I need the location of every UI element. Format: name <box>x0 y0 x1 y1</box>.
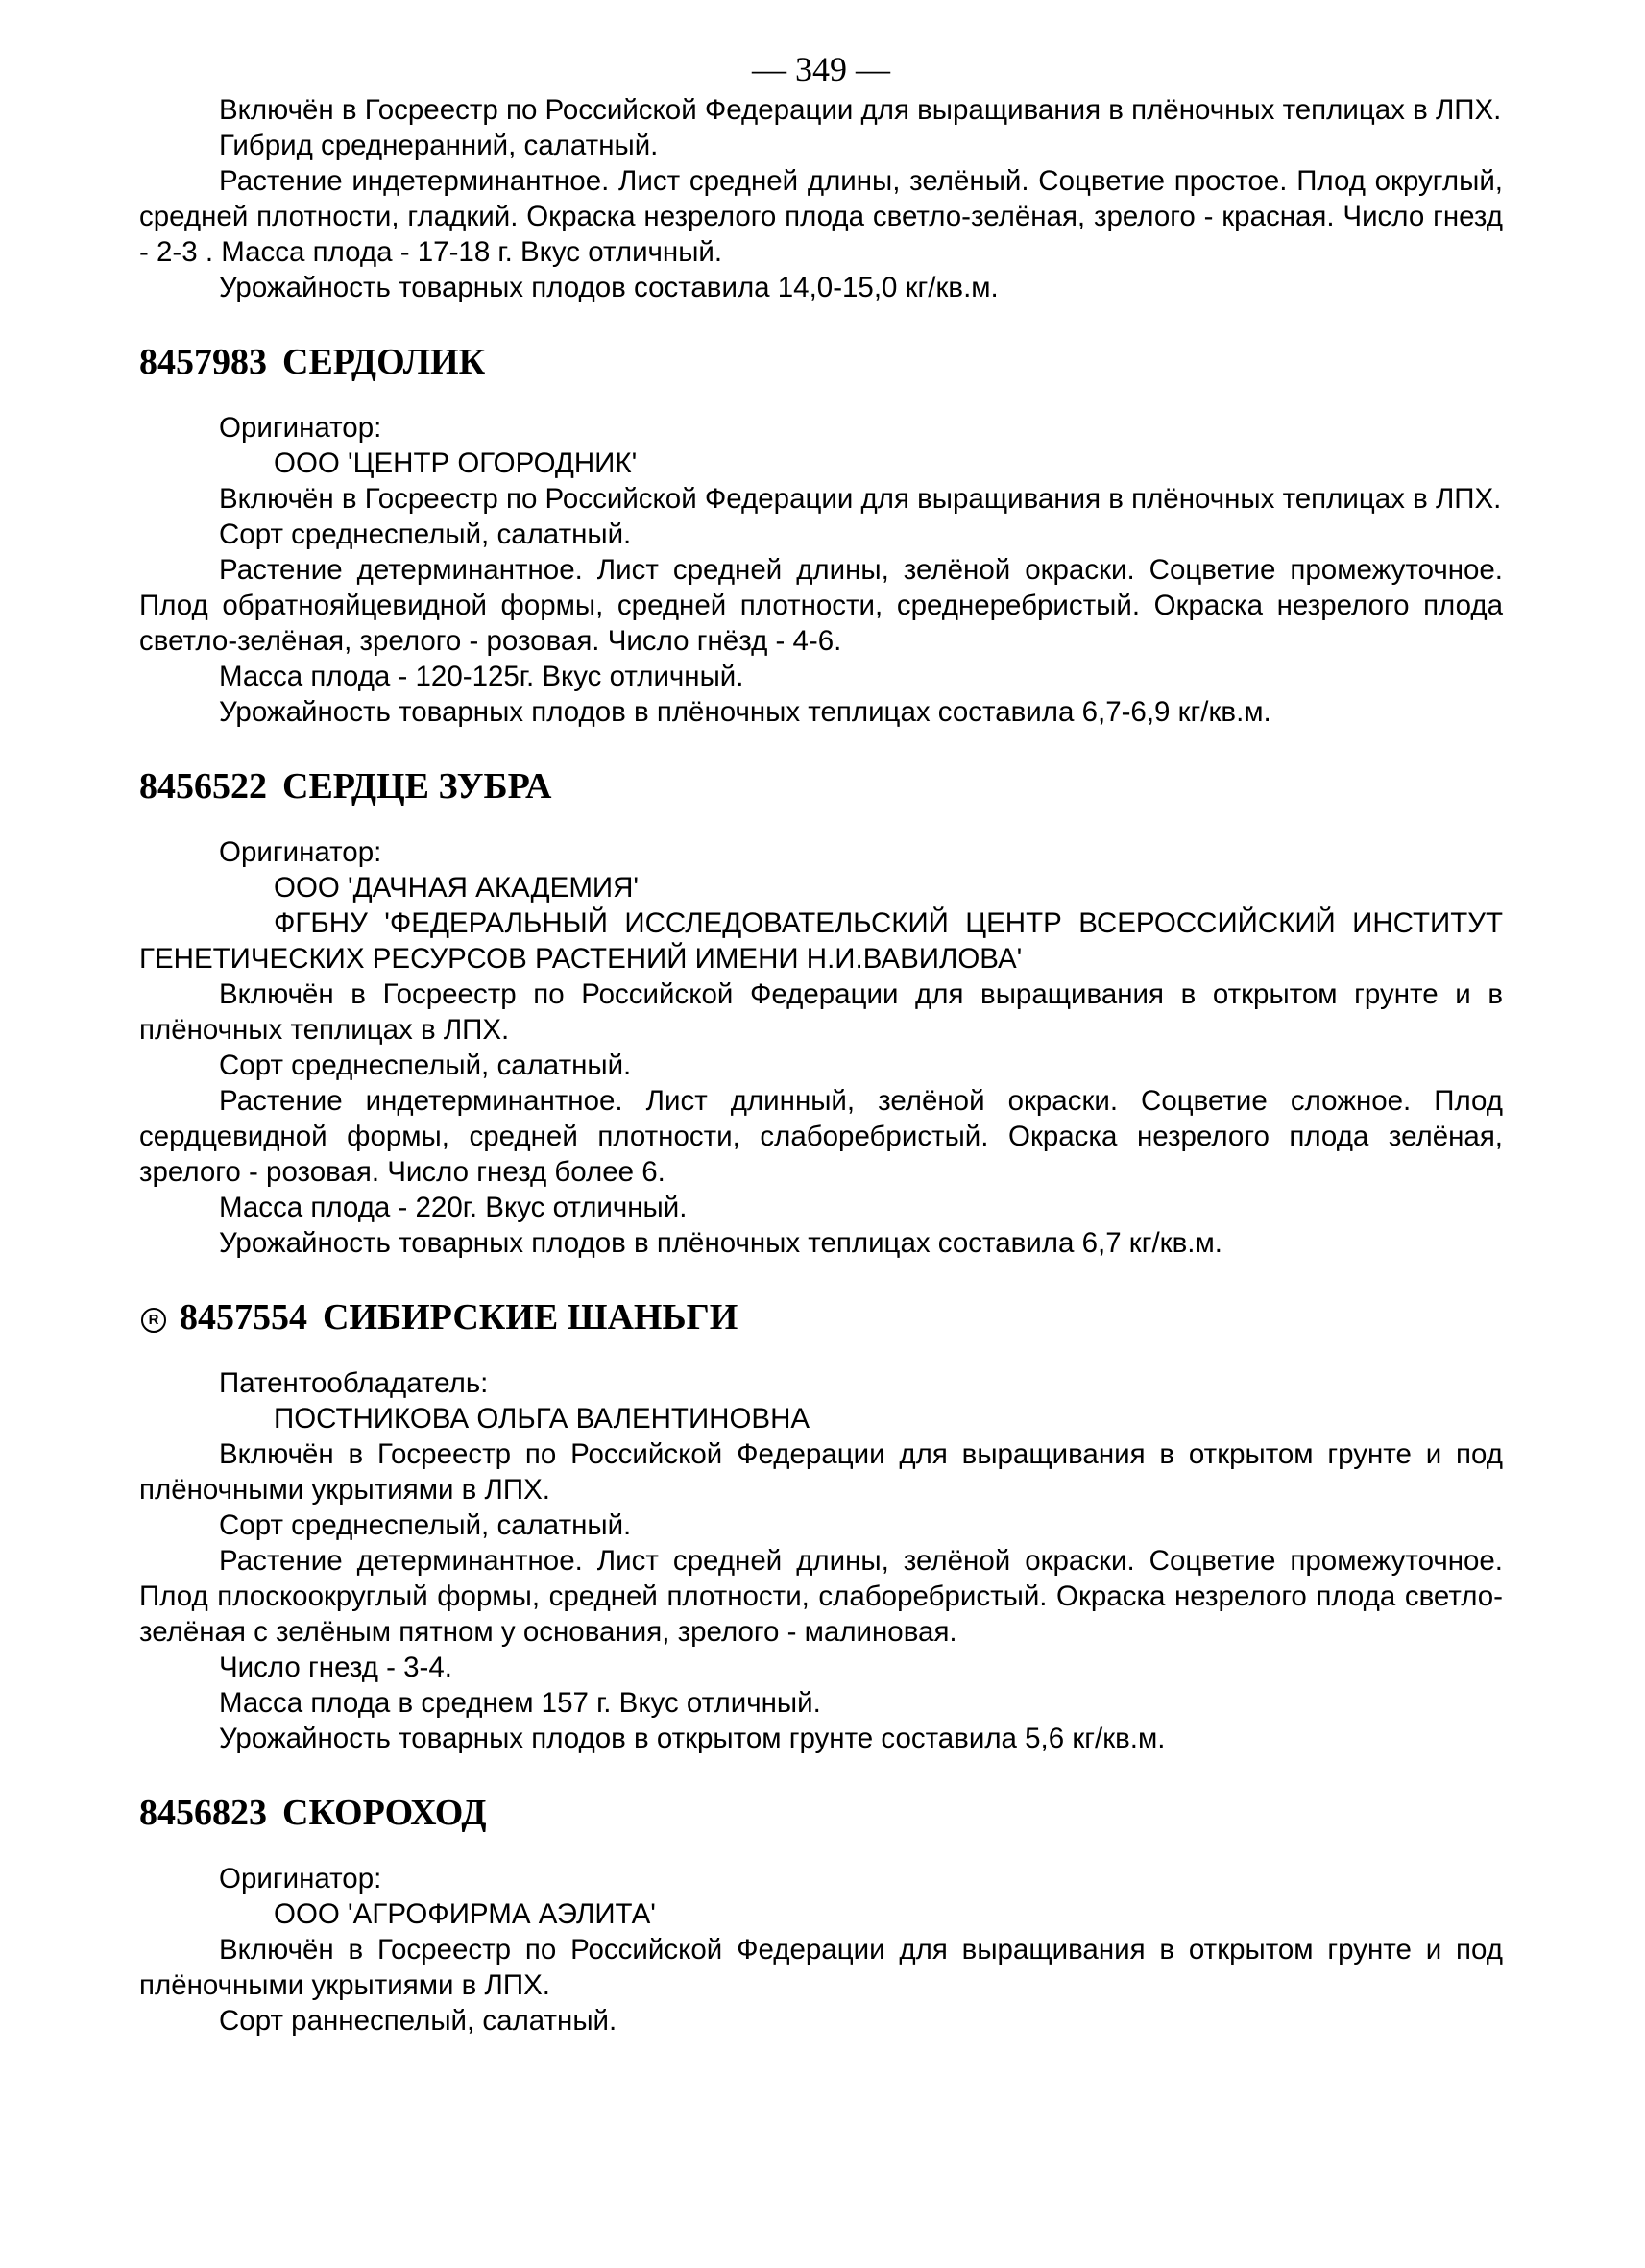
variety-paragraph: Включён в Госреестр по Российской Федерации для выращивания в плёночных теплицах в ЛПХ. <box>219 483 1502 515</box>
owner-name: ПОСТНИКОВА ОЛЬГА ВАЛЕНТИНОВНА <box>274 1403 810 1435</box>
variety-heading <box>139 341 1503 383</box>
intro-paragraph: Урожайность товарных плодов составила 14,0-15,0 кг/кв.м. <box>219 272 999 303</box>
intro-paragraph: Растение индетерминантное. Лист средней длины, зелёный. Соцветие простое. Плод округлый, средней плотности, гладкий. Окраска незрелого плода светло-зелёная, зрелого - красная. Число гнезд - 2-3 . Масса плода - 17-18 г. Вкус отличный. <box>139 165 1503 268</box>
variety-heading <box>139 1296 1503 1339</box>
variety-paragraph: Масса плода - 120-125г. Вкус отличный. <box>219 661 744 692</box>
intro-paragraph: Гибрид среднеранний, салатный. <box>219 130 659 161</box>
variety-entry <box>139 765 1503 1261</box>
variety-paragraph: Масса плода - 220г. Вкус отличный. <box>219 1192 688 1223</box>
variety-number: 8456823 <box>139 1793 267 1833</box>
owner-label: Оригинатор: <box>219 412 382 444</box>
variety-paragraph: Урожайность товарных плодов в плёночных теплицах составила 6,7 кг/кв.м. <box>219 1227 1222 1259</box>
variety-paragraph: Растение индетерминантное. Лист длинный, зелёной окраски. Соцветие сложное. Плод сердцевидной формы, средней плотности, слаборебристый. Окраска незрелого плода зелёная, зрелого - розовая. Число гнезд более 6. <box>139 1085 1503 1188</box>
variety-number: 8457554 <box>180 1297 307 1338</box>
document-page <box>139 50 1503 2039</box>
registered-mark-icon: R <box>141 1308 166 1333</box>
variety-paragraph: Число гнезд - 3-4. <box>219 1652 452 1683</box>
variety-entry <box>139 341 1503 730</box>
variety-number: 8457983 <box>139 342 267 382</box>
variety-paragraph: Включён в Госреестр по Российской Федерации для выращивания в открытом грунте и в плёночных теплицах в ЛПХ. <box>139 978 1503 1046</box>
owner-name: ООО 'АГРОФИРМА АЭЛИТА' <box>274 1898 656 1930</box>
variety-paragraph: Растение детерминантное. Лист средней длины, зелёной окраски. Соцветие промежуточное. Плод плоскоокруглый формы, средней плотности, слаборебристый. Окраска незрелого плода светло-зелёная с зелёным пятном у основания, зрелого - малиновая. <box>139 1545 1503 1648</box>
variety-paragraph: Сорт среднеспелый, салатный. <box>219 1509 632 1541</box>
variety-name: СЕРДОЛИК <box>282 342 486 382</box>
variety-paragraph: Включён в Госреестр по Российской Федерации для выращивания в открытом грунте и под плёночными укрытиями в ЛПХ. <box>139 1438 1503 1506</box>
owner-name: ООО 'ЦЕНТР ОГОРОДНИК' <box>274 447 638 479</box>
variety-name: СЕРДЦЕ ЗУБРА <box>282 766 552 807</box>
variety-paragraph: Сорт раннеспелый, салатный. <box>219 2005 617 2037</box>
variety-paragraph: Сорт среднеспелый, салатный. <box>219 519 632 550</box>
owner-label: Оригинатор: <box>219 836 382 868</box>
variety-paragraph: Сорт среднеспелый, салатный. <box>219 1050 632 1081</box>
variety-number: 8456522 <box>139 766 267 807</box>
variety-paragraph: Масса плода в среднем 157 г. Вкус отличный. <box>219 1687 821 1719</box>
variety-paragraph: Урожайность товарных плодов в открытом грунте составила 5,6 кг/кв.м. <box>219 1723 1166 1754</box>
variety-paragraph: Включён в Госреестр по Российской Федерации для выращивания в открытом грунте и под плёночными укрытиями в ЛПХ. <box>139 1934 1503 2001</box>
intro-paragraph: Включён в Госреестр по Российской Федерации для выращивания в плёночных теплицах в ЛПХ. <box>219 94 1502 126</box>
variety-paragraph: Урожайность товарных плодов в плёночных теплицах составила 6,7-6,9 кг/кв.м. <box>219 696 1271 728</box>
page-number: — 349 — <box>752 50 890 88</box>
owner-label: Оригинатор: <box>219 1863 382 1894</box>
intro-section <box>139 92 1503 305</box>
variety-heading <box>139 765 1503 808</box>
variety-name: СИБИРСКИЕ ШАНЬГИ <box>323 1297 738 1338</box>
variety-heading <box>139 1792 1503 1834</box>
variety-entry <box>139 1296 1503 1756</box>
variety-paragraph: Растение детерминантное. Лист средней длины, зелёной окраски. Соцветие промежуточное. Плод обратнояйцевидной формы, средней плотности, среднеребристый. Окраска незрелого плода светло-зелёная, зрелого - розовая. Число гнёзд - 4-6. <box>139 554 1503 657</box>
owner-label: Патентообладатель: <box>219 1367 489 1399</box>
owner-name: ООО 'ДАЧНАЯ АКАДЕМИЯ' <box>274 872 640 904</box>
owner-name: ФГБНУ 'ФЕДЕРАЛЬНЫЙ ИССЛЕДОВАТЕЛЬСКИЙ ЦЕНТР ВСЕРОССИЙСКИЙ ИНСТИТУТ ГЕНЕТИЧЕСКИХ РЕСУРСОВ РАСТЕНИЙ ИМЕНИ Н.И.ВАВИЛОВА' <box>139 907 1503 975</box>
variety-name: СКОРОХОД <box>282 1793 487 1833</box>
variety-entry <box>139 1792 1503 2039</box>
